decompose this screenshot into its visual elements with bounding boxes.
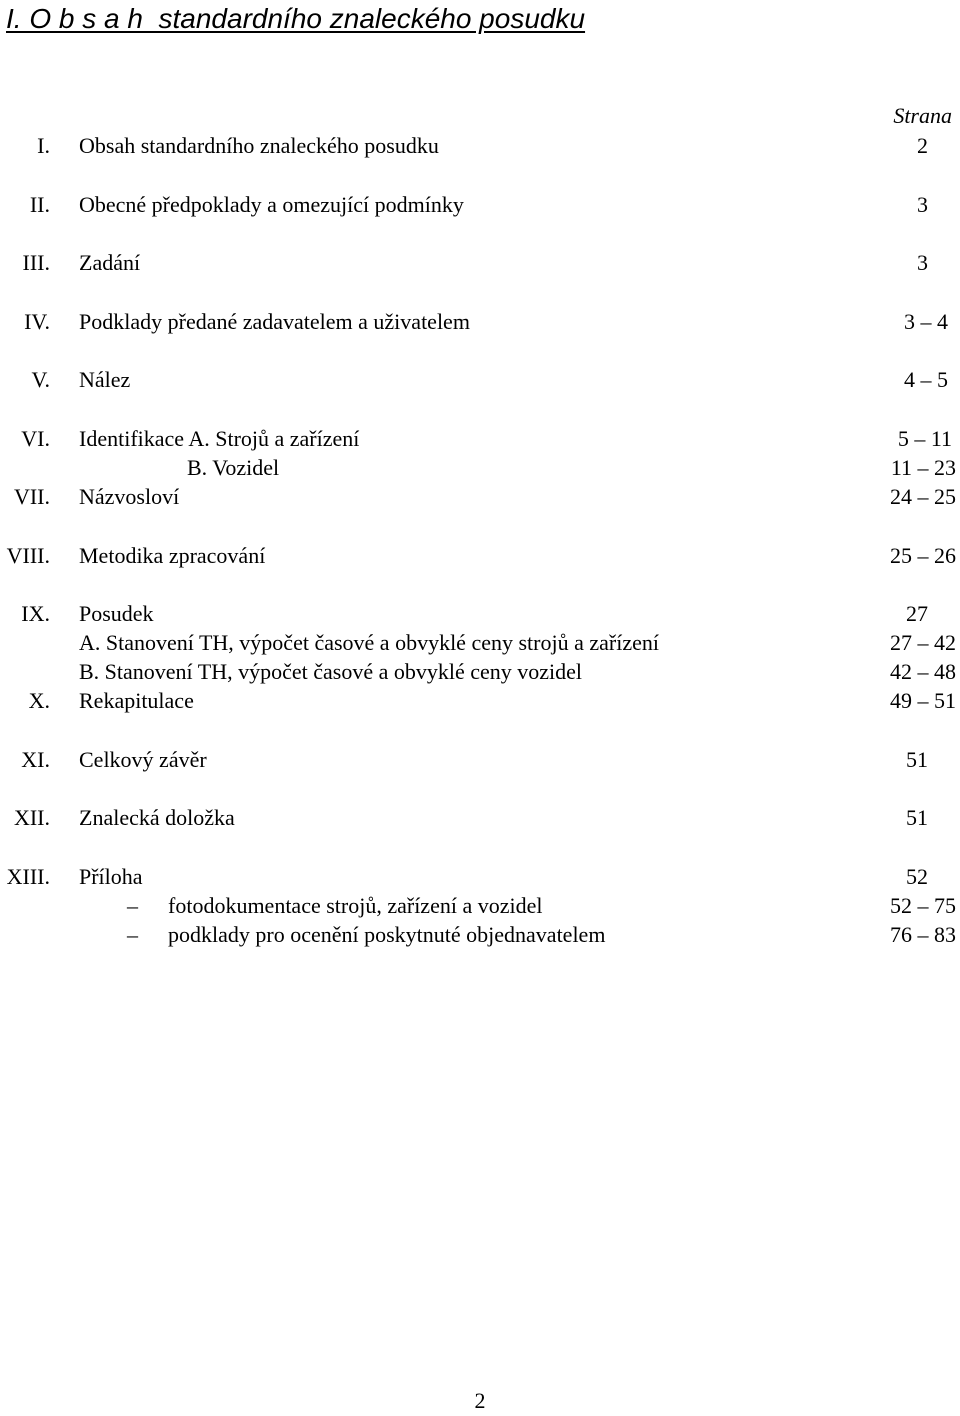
page-number: 2 <box>474 1388 486 1413</box>
toc-entry-i <box>0 131 960 161</box>
toc-entry-page: 25 – 26 <box>890 543 956 568</box>
toc-entry-page: 24 – 25 <box>890 484 956 509</box>
toc-entry-label: Metodika zpracování <box>79 543 266 568</box>
toc-entry-number: IX. <box>21 601 50 626</box>
toc-entry-label: Obsah standardního znaleckého posudku <box>79 133 439 158</box>
toc-entry-xiii-docs <box>0 920 960 950</box>
toc-entry-number: I. <box>37 133 50 158</box>
toc-entry-label: B. Vozidel <box>187 455 280 480</box>
toc-entry-page: 27 – 42 <box>890 630 956 655</box>
toc-entry-label: Názvosloví <box>79 484 180 509</box>
toc-entry-page: 49 – 51 <box>890 688 956 713</box>
document-title: I. O b s a h standardního znaleckého posudku <box>6 3 586 34</box>
toc-entry-vi-b <box>0 453 960 483</box>
toc-entry-label: Celkový závěr <box>79 747 207 772</box>
toc-entry-page: 51 <box>906 747 928 772</box>
toc-entry-ix <box>0 599 960 629</box>
toc-entry-label: Znalecká doložka <box>79 805 235 830</box>
toc-entry-page: 76 – 83 <box>890 922 956 947</box>
toc-entry-page: 42 – 48 <box>890 659 956 684</box>
toc-entry-label: Obecné předpoklady a omezující podmínky <box>79 192 464 217</box>
toc-entry-number: II. <box>29 192 50 217</box>
toc-entry-label: fotodokumentace strojů, zařízení a vozidel <box>168 893 543 918</box>
toc-entry-viii <box>0 541 960 571</box>
toc-entry-label: Rekapitulace <box>79 688 194 713</box>
toc-entry-v <box>0 365 960 395</box>
toc-entry-page: 27 <box>906 601 928 626</box>
toc-entry-iii <box>0 248 960 278</box>
toc-entry-number: III. <box>22 250 50 275</box>
toc-entry-vii <box>0 482 960 512</box>
toc-entry-dash: – <box>127 922 138 947</box>
toc-entry-number: XII. <box>13 805 50 830</box>
toc-entry-iv <box>0 307 960 337</box>
toc-entry-number: V. <box>31 367 50 392</box>
toc-entry-xiii <box>0 862 960 892</box>
toc-entry-label: A. Stanovení TH, výpočet časové a obvyklé ceny strojů a zařízení <box>79 630 659 655</box>
toc-entry-label: Zadání <box>79 250 141 275</box>
toc-entry-label: Podklady předané zadavatelem a uživatelem <box>79 309 470 334</box>
toc-entry-page: 51 <box>906 805 928 830</box>
toc-entry-page: 11 – 23 <box>890 455 956 480</box>
toc-entry-page: 3 <box>917 250 928 275</box>
toc-entry-page: 4 – 5 <box>904 367 948 392</box>
toc-entry-xi <box>0 745 960 775</box>
toc-entry-number: XI. <box>21 747 50 772</box>
toc-entry-page: 52 <box>906 864 928 889</box>
toc-entry-vi <box>0 424 960 454</box>
toc-entry-number: VIII. <box>6 543 50 568</box>
toc-entry-label: podklady pro ocenění poskytnuté objednavatelem <box>168 922 606 947</box>
toc-entry-ix-a <box>0 628 960 658</box>
toc-entry-page: 2 <box>917 133 928 158</box>
toc-entry-dash: – <box>127 893 138 918</box>
toc-entry-label: Posudek <box>79 601 154 626</box>
toc-entry-label: Příloha <box>79 864 143 889</box>
toc-entry-ix-b <box>0 657 960 687</box>
toc-entry-page: 3 <box>917 192 928 217</box>
toc-entry-number: VI. <box>21 426 50 451</box>
toc-entry-number: IV. <box>24 309 50 334</box>
toc-entry-number: XIII. <box>6 864 50 889</box>
toc-entry-ii <box>0 190 960 220</box>
toc-entry-label: B. Stanovení TH, výpočet časové a obvyklé ceny vozidel <box>79 659 583 684</box>
toc-entry-x <box>0 686 960 716</box>
toc-entry-page: 52 – 75 <box>890 893 956 918</box>
toc-entry-label: Nález <box>79 367 131 392</box>
toc-entry-xii <box>0 803 960 833</box>
toc-entry-page: 5 – 11 <box>897 426 952 451</box>
strana-column-header: Strana <box>893 103 952 128</box>
toc-entry-page: 3 – 4 <box>904 309 948 334</box>
toc-entry-number: VII. <box>13 484 50 509</box>
toc-entry-label: Identifikace A. Strojů a zařízení <box>79 426 360 451</box>
toc-entry-number: X. <box>28 688 50 713</box>
toc-entry-xiii-photos <box>0 891 960 921</box>
